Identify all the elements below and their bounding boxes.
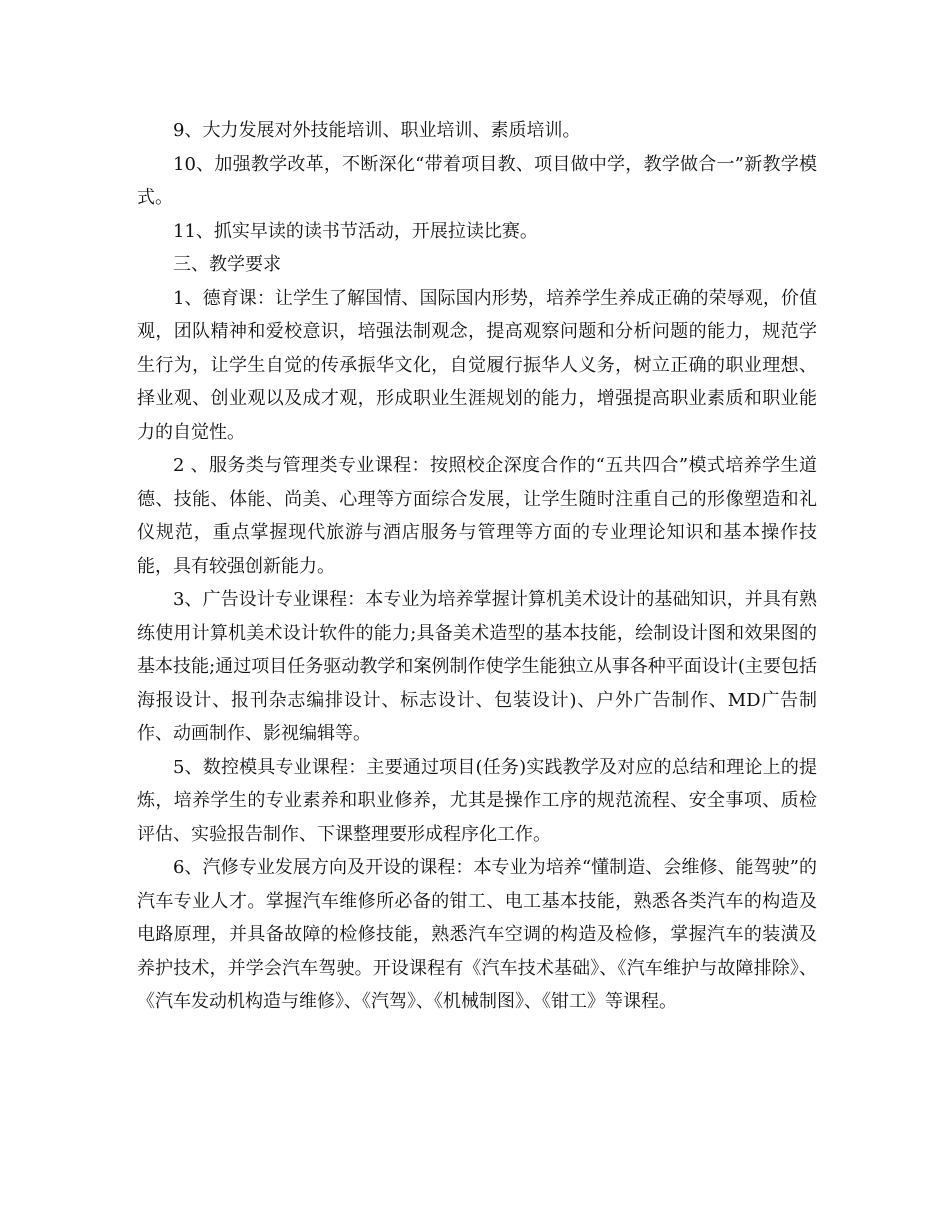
paragraph-moral-education: 1、德育课：让学生了解国情、国际国内形势，培养学生养成正确的荣辱观，价值观，团队精神和爱校意识，培强法制观念，提高观察问题和分析问题的能力，规范学生行为，让学生自觉的传承振华文化，自觉履行振华人义务，树立正确的职业理想、择业观、创业观以及成才观，形成职业生涯规划的能力，增强提高职业素质和职业能力的自觉性。 <box>137 287 817 443</box>
paragraph-item-11: 11、抓实早读的读书节活动，开展拉读比赛。 <box>173 220 538 242</box>
paragraph-service-management: 2 、服务类与管理类专业课程：按照校企深度合作的“五共四合”模式培养学生道德、技能、体能、尚美、心理等方面综合发展，让学生随时注重自己的形像塑造和礼仪规范，重点掌握现代旅游与酒店服务与管理等方面的专业理论知识和基本操作技能，具有较强创新能力。 <box>137 455 817 577</box>
paragraph-cnc-mold: 5、数控模具专业课程：主要通过项目(任务)实践教学及对应的总结和理论上的提炼，培养学生的专业素养和职业修养，尤其是操作工序的规范流程、安全事项、质检评估、实验报告制作、下课整理要形成程序化工作。 <box>137 756 817 845</box>
paragraph-auto-repair: 6、汽修专业发展方向及开设的课程：本专业为培养“懂制造、会维修、能驾驶”的汽车专业人才。掌握汽车维修所必备的钳工、电工基本技能，熟悉各类汽车的构造及电路原理，并具备故障的检修技能，熟悉汽车空调的构造及检修，掌握汽车的装潢及养护技术，并学会汽车驾驶。开设课程有《汽车技术基础》、《汽车维护与故障排除》、《汽车发动机构造与维修》、《汽驾》、《机械制图》、《钳工》等课程。 <box>137 857 817 1012</box>
section-heading-teaching-requirements: 三、教学要求 <box>173 254 281 275</box>
paragraph-item-10: 10、加强教学改革，不断深化“带着项目教、项目做中学，教学做合一”新教学模式。 <box>137 153 817 208</box>
document-body <box>137 114 817 1019</box>
paragraph-item-9: 9、大力发展对外技能培训、职业培训、素质培训。 <box>173 120 581 141</box>
paragraph-advertising-design: 3、广告设计专业课程：本专业为培养掌握计算机美术设计的基础知识，并具有熟练使用计算机美术设计软件的能力;具备美术造型的基本技能，绘制设计图和效果图的基本技能;通过项目任务驱动教学和案例制作使学生能独立从事各种平面设计(主要包括海报设计、报刊杂志编排设计、标志设计、包装设计)、户外广告制作、MD广告制作、动画制作、影视编辑等。 <box>137 589 817 744</box>
